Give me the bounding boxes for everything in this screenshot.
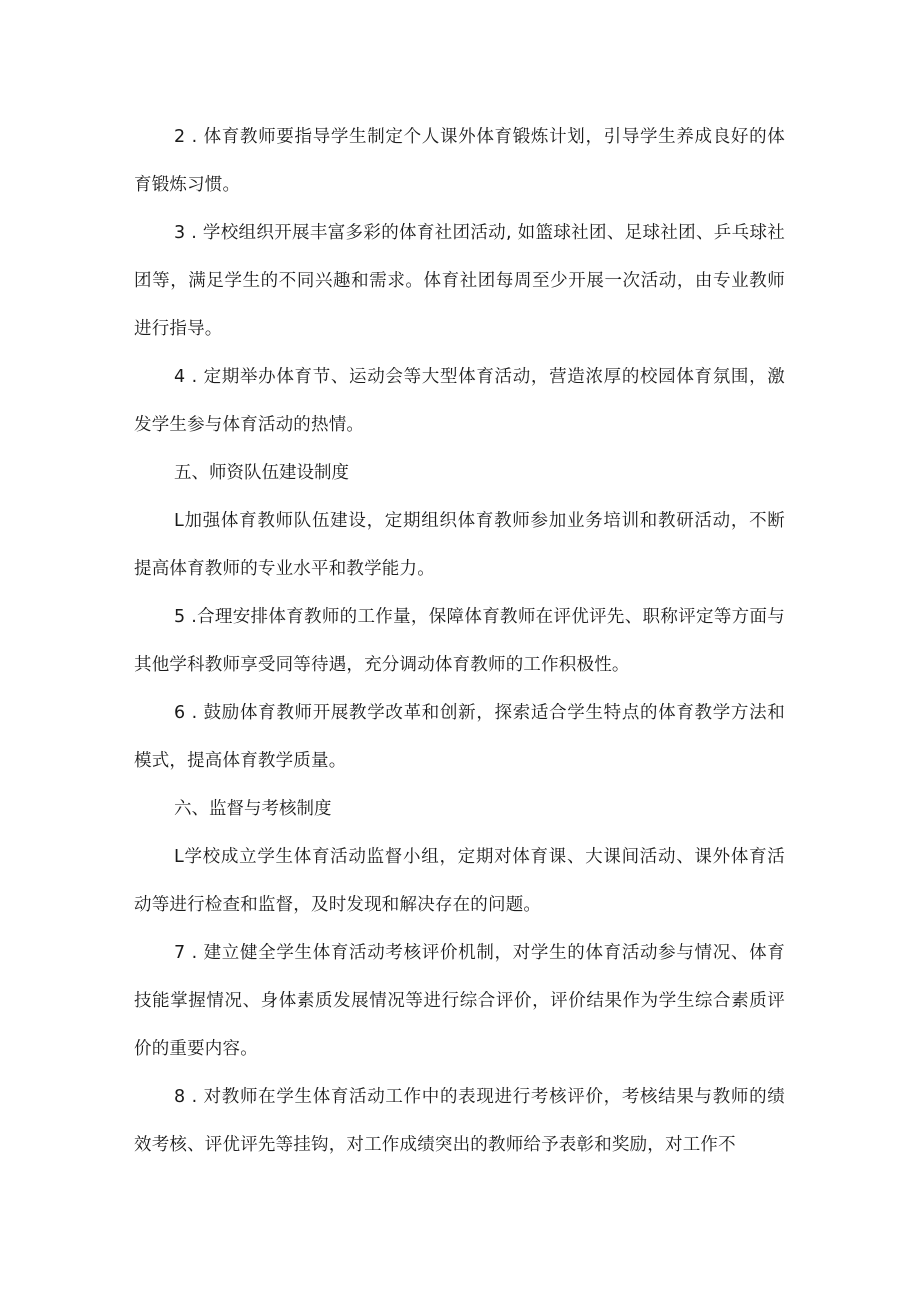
section-heading-6: 六、监督与考核制度 xyxy=(174,799,332,819)
paragraph-item-6-1: L学校成立学生体育活动监督小组，定期对体育课、大课间活动、课外体育活动等进行检查和监督，及时发现和解决存在的问题。 xyxy=(134,847,785,915)
paragraph-item-2: 2 . 体育教师要指导学生制定个人课外体育锻炼计划，引导学生养成良好的体育锻炼习惯。 xyxy=(134,127,785,195)
paragraph-item-5-6: 6 . 鼓励体育教师开展教学改革和创新，探索适合学生特点的体育教学方法和模式，提高体育教学质量。 xyxy=(134,703,785,771)
paragraph-item-6-7: 7 . 建立健全学生体育活动考核评价机制，对学生的体育活动参与情况、体育技能掌握情况、身体素质发展情况等进行综合评价，评价结果作为学生综合素质评价的重要内容。 xyxy=(134,943,785,1059)
paragraph-item-5-1: L加强体育教师队伍建设，定期组织体育教师参加业务培训和教研活动，不断提高体育教师的专业水平和教学能力。 xyxy=(134,511,785,579)
document-body xyxy=(134,113,785,1169)
paragraph-item-3: 3 . 学校组织开展丰富多彩的体育社团活动, 如篮球社团、足球社团、乒乓球社团等，满足学生的不同兴趣和需求。体育社团每周至少开展一次活动，由专业教师进行指导。 xyxy=(134,223,785,339)
section-heading-5: 五、师资队伍建设制度 xyxy=(174,463,349,483)
paragraph-item-6-8: 8 . 对教师在学生体育活动工作中的表现进行考核评价，考核结果与教师的绩效考核、评优评先等挂钩，对工作成绩突出的教师给予表彰和奖励，对工作不 xyxy=(134,1087,785,1155)
paragraph-item-5-5: 5 .合理安排体育教师的工作量，保障体育教师在评优评先、职称评定等方面与其他学科教师享受同等待遇，充分调动体育教师的工作积极性。 xyxy=(134,607,785,675)
paragraph-item-4: 4 . 定期举办体育节、运动会等大型体育活动，营造浓厚的校园体育氛围，激发学生参与体育活动的热情。 xyxy=(134,367,785,435)
